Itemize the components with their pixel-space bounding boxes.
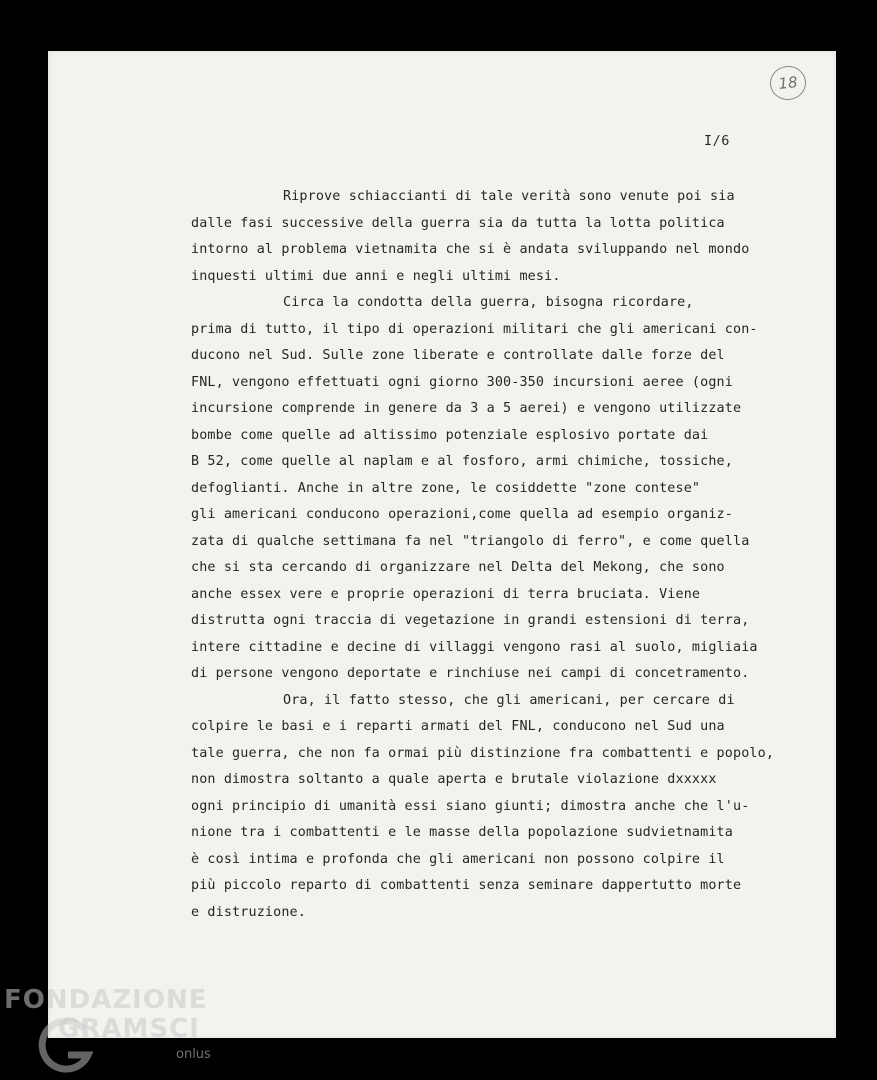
text-line: colpire le basi e i reparti armati del FNL, conducono nel Sud una	[191, 719, 725, 734]
text-line: non dimostra soltanto a quale aperta e brutale violazione dxxxxx	[191, 772, 717, 787]
watermark-line2: GRAMSCI	[58, 1014, 200, 1044]
handwritten-page-number: 18	[768, 64, 807, 102]
text-line: zata di qualche settimana fa nel "triangolo di ferro", e come quella	[191, 533, 750, 549]
text-line: e distruzione.	[191, 904, 306, 920]
text-line: prima di tutto, il tipo di operazioni militari che gli americani con-	[191, 321, 758, 337]
text-line: ogni principio di umanità essi siano giunti; dimostra anche che l'u-	[191, 798, 750, 814]
body-text	[191, 184, 831, 926]
text-line: defoglianti. Anche in altre zone, le cosiddette "zone contese"	[191, 480, 701, 496]
text-line: incursione comprende in genere da 3 a 5 aerei) e vengono utilizzate	[191, 401, 742, 416]
text-line: di persone vengono deportate e rinchiuse nei campi di concetramento.	[191, 666, 750, 681]
text-line: FNL, vengono effettuati ogni giorno 300-350 incursioni aeree (ogni	[191, 374, 733, 390]
text-line: Ora, il fatto stesso, che gli americani, per cercare di	[283, 692, 735, 708]
watermark-onlus: onlus	[176, 1047, 211, 1062]
text-line: è così intima e profonda che gli americani non possono colpire il	[191, 851, 725, 867]
text-line: Circa la condotta della guerra, bisogna ricordare,	[283, 295, 694, 310]
typewritten-page	[48, 51, 836, 1038]
text-line: inquesti ultimi due anni e negli ultimi mesi.	[191, 268, 561, 284]
text-line: bombe come quelle ad altissimo potenziale esplosivo portate dai	[191, 427, 709, 443]
text-line: gli americani conducono operazioni,come quella ad esempio organiz-	[191, 507, 733, 522]
text-line: dalle fasi successive della guerra sia da tutta la lotta politica	[191, 215, 725, 231]
text-line: intere cittadine e decine di villaggi vengono rasi al suolo, migliaia	[191, 639, 758, 655]
text-line: più piccolo reparto di combattenti senza seminare dappertutto morte	[191, 878, 742, 893]
text-line: intorno al problema vietnamita che si è andata sviluppando nel mondo	[191, 242, 750, 257]
text-line: ducono nel Sud. Sulle zone liberate e controllate dalle forze del	[191, 348, 725, 363]
text-line: tale guerra, che non fa ormai più distinzione fra combattenti e popolo,	[191, 745, 775, 761]
text-line: anche essex vere e proprie operazioni di terra bruciata. Viene	[191, 586, 701, 602]
watermark-line1: FONDAZIONE	[4, 985, 208, 1015]
text-line: B 52, come quelle al naplam e al fosforo, armi chimiche, tossiche,	[191, 454, 733, 469]
fondazione-gramsci-watermark	[4, 985, 224, 1075]
text-line: Riprove schiaccianti di tale verità sono venute poi sia	[283, 189, 735, 204]
text-line: distrutta ogni traccia di vegetazione in grandi estensioni di terra,	[191, 613, 750, 628]
text-line: nione tra i combattenti e le masse della popolazione sudvietnamita	[191, 825, 733, 840]
folio-label: I/6	[704, 133, 730, 149]
text-line: che si sta cercando di organizzare nel Delta del Mekong, che sono	[191, 560, 725, 575]
